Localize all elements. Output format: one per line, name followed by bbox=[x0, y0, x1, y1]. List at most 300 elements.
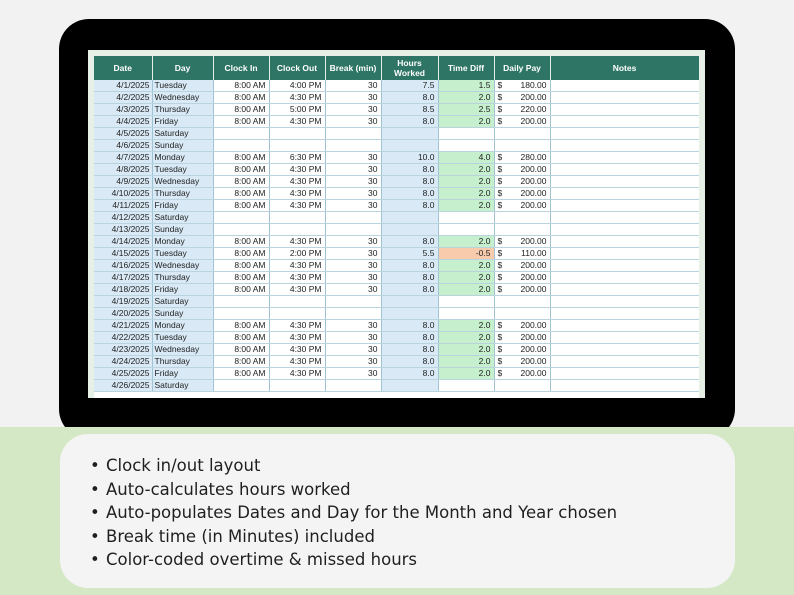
cell-time-diff[interactable]: 2.5 bbox=[438, 104, 494, 116]
cell-clock-in[interactable]: 8:00 AM bbox=[213, 236, 269, 248]
cell-time-diff[interactable] bbox=[438, 296, 494, 308]
cell-clock-in[interactable] bbox=[213, 380, 269, 392]
cell-clock-out[interactable] bbox=[269, 380, 325, 392]
feature-item bbox=[90, 478, 617, 502]
cell-notes[interactable] bbox=[550, 260, 699, 272]
cell-date[interactable]: 4/3/2025 bbox=[94, 104, 152, 116]
cell-notes[interactable] bbox=[550, 212, 699, 224]
cell-clock-in[interactable]: 8:00 AM bbox=[213, 284, 269, 296]
cell-hours-worked[interactable]: 8.0 bbox=[381, 284, 438, 296]
header-clock-in[interactable]: Clock In bbox=[213, 56, 269, 80]
cell-time-diff[interactable]: 2.0 bbox=[438, 176, 494, 188]
cell-break[interactable]: 30 bbox=[325, 320, 381, 332]
cell-clock-in[interactable]: 8:00 AM bbox=[213, 104, 269, 116]
cell-daily-pay[interactable] bbox=[494, 260, 550, 272]
cell-clock-out[interactable] bbox=[269, 128, 325, 140]
currency-symbol: $ bbox=[497, 236, 503, 246]
bullet-icon: • bbox=[90, 456, 100, 475]
currency-symbol: $ bbox=[497, 320, 503, 330]
cell-clock-out[interactable]: 4:30 PM bbox=[269, 236, 325, 248]
cell-notes[interactable] bbox=[550, 344, 699, 356]
cell-day[interactable]: Wednesday bbox=[152, 92, 213, 104]
cell-clock-in[interactable]: 8:00 AM bbox=[213, 344, 269, 356]
cell-clock-out[interactable]: 2:00 PM bbox=[269, 248, 325, 260]
cell-time-diff[interactable]: 2.0 bbox=[438, 188, 494, 200]
table-row bbox=[94, 344, 699, 356]
cell-date[interactable]: 4/11/2025 bbox=[94, 200, 152, 212]
cell-daily-pay[interactable] bbox=[494, 296, 550, 308]
cell-hours-worked[interactable] bbox=[381, 212, 438, 224]
cell-time-diff[interactable] bbox=[438, 224, 494, 236]
cell-daily-pay[interactable] bbox=[494, 140, 550, 152]
pay-amount: 180.00 bbox=[520, 80, 547, 90]
cell-date[interactable]: 4/6/2025 bbox=[94, 140, 152, 152]
cell-clock-in[interactable] bbox=[213, 128, 269, 140]
cell-clock-out[interactable]: 4:30 PM bbox=[269, 368, 325, 380]
feature-text: Auto-populates Dates and Day for the Month and Year chosen bbox=[106, 503, 618, 522]
features-list bbox=[90, 454, 617, 572]
currency-symbol: $ bbox=[497, 332, 503, 342]
cell-time-diff[interactable]: 2.0 bbox=[438, 344, 494, 356]
cell-clock-out[interactable]: 4:30 PM bbox=[269, 176, 325, 188]
cell-hours-worked[interactable]: 7.5 bbox=[381, 80, 438, 92]
cell-break[interactable]: 30 bbox=[325, 368, 381, 380]
pay-amount: 200.00 bbox=[520, 368, 547, 378]
currency-symbol: $ bbox=[497, 104, 503, 114]
cell-clock-in[interactable]: 8:00 AM bbox=[213, 164, 269, 176]
cell-break[interactable]: 30 bbox=[325, 188, 381, 200]
cell-time-diff[interactable]: 2.0 bbox=[438, 116, 494, 128]
laptop-screen bbox=[88, 50, 705, 398]
cell-hours-worked[interactable] bbox=[381, 296, 438, 308]
cell-clock-out[interactable]: 4:30 PM bbox=[269, 332, 325, 344]
cell-daily-pay[interactable] bbox=[494, 200, 550, 212]
feature-text: Clock in/out layout bbox=[106, 456, 261, 475]
currency-symbol: $ bbox=[497, 92, 503, 102]
cell-clock-in[interactable]: 8:00 AM bbox=[213, 332, 269, 344]
cell-time-diff[interactable]: 2.0 bbox=[438, 368, 494, 380]
header-break[interactable]: Break (min) bbox=[325, 56, 381, 80]
cell-day[interactable]: Tuesday bbox=[152, 248, 213, 260]
currency-symbol: $ bbox=[497, 248, 503, 258]
cell-clock-out[interactable]: 4:30 PM bbox=[269, 164, 325, 176]
cell-day[interactable]: Saturday bbox=[152, 212, 213, 224]
cell-clock-in[interactable]: 8:00 AM bbox=[213, 356, 269, 368]
cell-notes[interactable] bbox=[550, 152, 699, 164]
cell-notes[interactable] bbox=[550, 284, 699, 296]
cell-notes[interactable] bbox=[550, 320, 699, 332]
cell-notes[interactable] bbox=[550, 356, 699, 368]
cell-hours-worked[interactable]: 8.0 bbox=[381, 176, 438, 188]
cell-break[interactable]: 30 bbox=[325, 92, 381, 104]
cell-clock-in[interactable]: 8:00 AM bbox=[213, 92, 269, 104]
cell-clock-out[interactable]: 4:30 PM bbox=[269, 320, 325, 332]
cell-notes[interactable] bbox=[550, 188, 699, 200]
cell-day[interactable]: Friday bbox=[152, 284, 213, 296]
cell-daily-pay[interactable] bbox=[494, 224, 550, 236]
table-row bbox=[94, 224, 699, 236]
cell-break[interactable]: 30 bbox=[325, 80, 381, 92]
cell-clock-out[interactable]: 4:00 PM bbox=[269, 80, 325, 92]
cell-clock-in[interactable]: 8:00 AM bbox=[213, 188, 269, 200]
timesheet-spreadsheet bbox=[94, 56, 699, 398]
table-row bbox=[94, 128, 699, 140]
cell-clock-out[interactable]: 4:30 PM bbox=[269, 344, 325, 356]
cell-notes[interactable] bbox=[550, 236, 699, 248]
cell-hours-worked[interactable]: 8.0 bbox=[381, 116, 438, 128]
cell-notes[interactable] bbox=[550, 248, 699, 260]
cell-daily-pay[interactable] bbox=[494, 272, 550, 284]
cell-clock-out[interactable]: 4:30 PM bbox=[269, 272, 325, 284]
header-daily-pay[interactable]: Daily Pay bbox=[494, 56, 550, 80]
cell-notes[interactable] bbox=[550, 368, 699, 380]
currency-symbol: $ bbox=[497, 188, 503, 198]
cell-hours-worked[interactable] bbox=[381, 128, 438, 140]
pay-amount: 110.00 bbox=[521, 248, 547, 258]
cell-hours-worked[interactable]: 8.0 bbox=[381, 356, 438, 368]
pay-amount: 200.00 bbox=[520, 272, 547, 282]
cell-notes[interactable] bbox=[550, 80, 699, 92]
cell-notes[interactable] bbox=[550, 128, 699, 140]
cell-daily-pay[interactable] bbox=[494, 116, 550, 128]
cell-date[interactable]: 4/15/2025 bbox=[94, 248, 152, 260]
cell-date[interactable]: 4/17/2025 bbox=[94, 272, 152, 284]
cell-notes[interactable] bbox=[550, 380, 699, 392]
cell-time-diff[interactable] bbox=[438, 380, 494, 392]
currency-symbol: $ bbox=[497, 176, 503, 186]
cell-day[interactable]: Tuesday bbox=[152, 332, 213, 344]
pay-amount: 220.00 bbox=[520, 104, 547, 114]
cell-clock-in[interactable] bbox=[213, 308, 269, 320]
cell-clock-in[interactable] bbox=[213, 296, 269, 308]
cell-daily-pay[interactable] bbox=[494, 152, 550, 164]
cell-date[interactable]: 4/16/2025 bbox=[94, 260, 152, 272]
bullet-icon: • bbox=[90, 503, 100, 522]
cell-day[interactable]: Tuesday bbox=[152, 80, 213, 92]
cell-notes[interactable] bbox=[550, 332, 699, 344]
cell-clock-in[interactable]: 8:00 AM bbox=[213, 248, 269, 260]
cell-hours-worked[interactable]: 8.0 bbox=[381, 92, 438, 104]
cell-daily-pay[interactable] bbox=[494, 188, 550, 200]
cell-date[interactable]: 4/14/2025 bbox=[94, 236, 152, 248]
cell-break[interactable]: 30 bbox=[325, 152, 381, 164]
cell-hours-worked[interactable] bbox=[381, 380, 438, 392]
cell-day[interactable]: Tuesday bbox=[152, 164, 213, 176]
bullet-icon: • bbox=[90, 479, 100, 499]
cell-date[interactable]: 4/25/2025 bbox=[94, 368, 152, 380]
cell-time-diff[interactable]: 2.0 bbox=[438, 320, 494, 332]
table-row bbox=[94, 116, 699, 128]
cell-notes[interactable] bbox=[550, 308, 699, 320]
cell-hours-worked[interactable]: 8.0 bbox=[381, 200, 438, 212]
cell-clock-out[interactable]: 4:30 PM bbox=[269, 92, 325, 104]
pay-amount: 200.00 bbox=[520, 332, 547, 342]
cell-break[interactable]: 30 bbox=[325, 284, 381, 296]
cell-daily-pay[interactable] bbox=[494, 344, 550, 356]
cell-notes[interactable] bbox=[550, 140, 699, 152]
cell-clock-out[interactable]: 4:30 PM bbox=[269, 200, 325, 212]
cell-date[interactable]: 4/12/2025 bbox=[94, 212, 152, 224]
cell-break[interactable]: 30 bbox=[325, 200, 381, 212]
cell-hours-worked[interactable]: 8.5 bbox=[381, 104, 438, 116]
cell-notes[interactable] bbox=[550, 92, 699, 104]
cell-clock-out[interactable]: 4:30 PM bbox=[269, 356, 325, 368]
currency-symbol: $ bbox=[497, 272, 503, 282]
cell-daily-pay[interactable] bbox=[494, 164, 550, 176]
cell-clock-in[interactable]: 8:00 AM bbox=[213, 368, 269, 380]
cell-break[interactable]: 30 bbox=[325, 116, 381, 128]
cell-hours-worked[interactable]: 8.0 bbox=[381, 272, 438, 284]
cell-clock-in[interactable] bbox=[213, 212, 269, 224]
cell-time-diff[interactable]: 1.5 bbox=[438, 80, 494, 92]
header-hours-worked-line2: Worked bbox=[393, 68, 426, 78]
cell-hours-worked[interactable]: 8.0 bbox=[381, 188, 438, 200]
cell-day[interactable]: Monday bbox=[152, 152, 213, 164]
cell-time-diff[interactable]: 2.0 bbox=[438, 200, 494, 212]
cell-date[interactable]: 4/21/2025 bbox=[94, 320, 152, 332]
cell-date[interactable]: 4/22/2025 bbox=[94, 332, 152, 344]
pay-amount: 200.00 bbox=[520, 284, 547, 294]
cell-clock-in[interactable] bbox=[213, 224, 269, 236]
cell-daily-pay[interactable] bbox=[494, 92, 550, 104]
cell-break[interactable] bbox=[325, 380, 381, 392]
cell-daily-pay[interactable] bbox=[494, 308, 550, 320]
cell-clock-out[interactable]: 4:30 PM bbox=[269, 260, 325, 272]
pay-amount: 200.00 bbox=[520, 236, 547, 246]
cell-clock-out[interactable]: 4:30 PM bbox=[269, 116, 325, 128]
cell-time-diff[interactable]: 4.0 bbox=[438, 152, 494, 164]
cell-day[interactable]: Saturday bbox=[152, 380, 213, 392]
cell-notes[interactable] bbox=[550, 176, 699, 188]
cell-break[interactable] bbox=[325, 296, 381, 308]
cell-break[interactable] bbox=[325, 212, 381, 224]
cell-time-diff[interactable] bbox=[438, 128, 494, 140]
cell-daily-pay[interactable] bbox=[494, 104, 550, 116]
cell-daily-pay[interactable] bbox=[494, 332, 550, 344]
currency-symbol: $ bbox=[497, 368, 503, 378]
cell-hours-worked[interactable] bbox=[381, 224, 438, 236]
cell-notes[interactable] bbox=[550, 224, 699, 236]
cell-date[interactable]: 4/9/2025 bbox=[94, 176, 152, 188]
cell-day[interactable]: Friday bbox=[152, 116, 213, 128]
cell-time-diff[interactable]: 2.0 bbox=[438, 92, 494, 104]
cell-break[interactable] bbox=[325, 128, 381, 140]
cell-notes[interactable] bbox=[550, 116, 699, 128]
cell-day[interactable]: Friday bbox=[152, 200, 213, 212]
table-row bbox=[94, 92, 699, 104]
cell-hours-worked[interactable]: 8.0 bbox=[381, 344, 438, 356]
cell-daily-pay[interactable] bbox=[494, 248, 550, 260]
cell-date[interactable]: 4/18/2025 bbox=[94, 284, 152, 296]
cell-clock-out[interactable]: 4:30 PM bbox=[269, 284, 325, 296]
cell-break[interactable]: 30 bbox=[325, 164, 381, 176]
cell-day[interactable]: Wednesday bbox=[152, 260, 213, 272]
table-row bbox=[94, 332, 699, 344]
cell-notes[interactable] bbox=[550, 164, 699, 176]
table-row bbox=[94, 356, 699, 368]
cell-date[interactable]: 4/24/2025 bbox=[94, 356, 152, 368]
feature-text: Break time (in Minutes) included bbox=[106, 526, 375, 546]
table-row bbox=[94, 308, 699, 320]
feature-text: Auto-calculates hours worked bbox=[106, 479, 351, 499]
cell-date[interactable]: 4/10/2025 bbox=[94, 188, 152, 200]
cell-notes[interactable] bbox=[550, 104, 699, 116]
cell-hours-worked[interactable]: 8.0 bbox=[381, 368, 438, 380]
header-day[interactable]: Day bbox=[152, 56, 213, 80]
cell-date[interactable]: 4/8/2025 bbox=[94, 164, 152, 176]
cell-daily-pay[interactable] bbox=[494, 368, 550, 380]
cell-time-diff[interactable]: 2.0 bbox=[438, 356, 494, 368]
cell-clock-in[interactable]: 8:00 AM bbox=[213, 80, 269, 92]
cell-time-diff[interactable] bbox=[438, 212, 494, 224]
cell-hours-worked[interactable]: 5.5 bbox=[381, 248, 438, 260]
pay-amount: 200.00 bbox=[520, 116, 547, 126]
cell-time-diff[interactable]: 2.0 bbox=[438, 260, 494, 272]
currency-symbol: $ bbox=[497, 200, 503, 210]
cell-time-diff[interactable] bbox=[438, 308, 494, 320]
cell-daily-pay[interactable] bbox=[494, 176, 550, 188]
cell-break[interactable]: 30 bbox=[325, 272, 381, 284]
cell-time-diff[interactable]: 2.0 bbox=[438, 236, 494, 248]
cell-hours-worked[interactable]: 8.0 bbox=[381, 260, 438, 272]
bullet-icon: • bbox=[90, 550, 100, 569]
cell-clock-in[interactable]: 8:00 AM bbox=[213, 272, 269, 284]
cell-day[interactable]: Thursday bbox=[152, 188, 213, 200]
currency-symbol: $ bbox=[497, 284, 503, 294]
cell-daily-pay[interactable] bbox=[494, 212, 550, 224]
cell-time-diff[interactable]: 2.0 bbox=[438, 332, 494, 344]
table-row bbox=[94, 188, 699, 200]
cell-daily-pay[interactable] bbox=[494, 380, 550, 392]
cell-clock-out[interactable]: 4:30 PM bbox=[269, 188, 325, 200]
feature-item bbox=[90, 548, 617, 572]
cell-date[interactable]: 4/26/2025 bbox=[94, 380, 152, 392]
table-row bbox=[94, 212, 699, 224]
cell-day[interactable]: Wednesday bbox=[152, 344, 213, 356]
cell-clock-in[interactable]: 8:00 AM bbox=[213, 200, 269, 212]
cell-time-diff[interactable] bbox=[438, 140, 494, 152]
cell-clock-out[interactable] bbox=[269, 308, 325, 320]
cell-time-diff[interactable]: 2.0 bbox=[438, 272, 494, 284]
cell-day[interactable]: Thursday bbox=[152, 356, 213, 368]
cell-date[interactable]: 4/5/2025 bbox=[94, 128, 152, 140]
cell-break[interactable]: 30 bbox=[325, 236, 381, 248]
cell-time-diff[interactable]: -0.5 bbox=[438, 248, 494, 260]
header-notes[interactable]: Notes bbox=[550, 56, 699, 80]
cell-clock-in[interactable]: 8:00 AM bbox=[213, 152, 269, 164]
cell-day[interactable]: Sunday bbox=[152, 308, 213, 320]
cell-day[interactable]: Saturday bbox=[152, 128, 213, 140]
cell-break[interactable]: 30 bbox=[325, 332, 381, 344]
cell-break[interactable]: 30 bbox=[325, 104, 381, 116]
cell-clock-in[interactable]: 8:00 AM bbox=[213, 260, 269, 272]
cell-break[interactable] bbox=[325, 224, 381, 236]
cell-date[interactable]: 4/23/2025 bbox=[94, 344, 152, 356]
cell-notes[interactable] bbox=[550, 200, 699, 212]
currency-symbol: $ bbox=[497, 356, 503, 366]
cell-notes[interactable] bbox=[550, 296, 699, 308]
cell-daily-pay[interactable] bbox=[494, 80, 550, 92]
cell-clock-in[interactable] bbox=[213, 140, 269, 152]
header-time-diff[interactable]: Time Diff bbox=[438, 56, 494, 80]
cell-clock-in[interactable]: 8:00 AM bbox=[213, 320, 269, 332]
cell-daily-pay[interactable] bbox=[494, 128, 550, 140]
cell-break[interactable] bbox=[325, 140, 381, 152]
cell-time-diff[interactable]: 2.0 bbox=[438, 284, 494, 296]
table-row bbox=[94, 380, 699, 392]
cell-clock-out[interactable]: 5:00 PM bbox=[269, 104, 325, 116]
table-row bbox=[94, 164, 699, 176]
cell-daily-pay[interactable] bbox=[494, 236, 550, 248]
cell-break[interactable]: 30 bbox=[325, 248, 381, 260]
cell-date[interactable]: 4/19/2025 bbox=[94, 296, 152, 308]
table-row bbox=[94, 152, 699, 164]
table-row bbox=[94, 272, 699, 284]
cell-clock-out[interactable] bbox=[269, 140, 325, 152]
cell-hours-worked[interactable]: 10.0 bbox=[381, 152, 438, 164]
cell-date[interactable]: 4/13/2025 bbox=[94, 224, 152, 236]
cell-clock-out[interactable]: 6:30 PM bbox=[269, 152, 325, 164]
cell-break[interactable]: 30 bbox=[325, 356, 381, 368]
cell-clock-in[interactable]: 8:00 AM bbox=[213, 116, 269, 128]
cell-day[interactable]: Thursday bbox=[152, 272, 213, 284]
cell-break[interactable]: 30 bbox=[325, 344, 381, 356]
cell-break[interactable] bbox=[325, 308, 381, 320]
cell-daily-pay[interactable] bbox=[494, 284, 550, 296]
cell-break[interactable]: 30 bbox=[325, 176, 381, 188]
cell-hours-worked[interactable] bbox=[381, 308, 438, 320]
cell-daily-pay[interactable] bbox=[494, 356, 550, 368]
cell-notes[interactable] bbox=[550, 272, 699, 284]
cell-daily-pay[interactable] bbox=[494, 320, 550, 332]
cell-day[interactable]: Monday bbox=[152, 320, 213, 332]
cell-date[interactable]: 4/2/2025 bbox=[94, 92, 152, 104]
cell-hours-worked[interactable]: 8.0 bbox=[381, 320, 438, 332]
header-hours-worked[interactable] bbox=[381, 56, 438, 80]
cell-day[interactable]: Wednesday bbox=[152, 176, 213, 188]
cell-day[interactable]: Friday bbox=[152, 368, 213, 380]
pay-amount: 200.00 bbox=[520, 320, 547, 330]
cell-date[interactable]: 4/4/2025 bbox=[94, 116, 152, 128]
cell-day[interactable]: Sunday bbox=[152, 224, 213, 236]
table-row bbox=[94, 248, 699, 260]
feature-text: Color-coded overtime & missed hours bbox=[106, 550, 418, 569]
cell-clock-out[interactable] bbox=[269, 212, 325, 224]
cell-day[interactable]: Monday bbox=[152, 236, 213, 248]
cell-break[interactable]: 30 bbox=[325, 260, 381, 272]
cell-hours-worked[interactable] bbox=[381, 140, 438, 152]
cell-clock-in[interactable]: 8:00 AM bbox=[213, 176, 269, 188]
cell-hours-worked[interactable]: 8.0 bbox=[381, 164, 438, 176]
timesheet-table bbox=[94, 56, 699, 392]
cell-hours-worked[interactable]: 8.0 bbox=[381, 332, 438, 344]
header-date[interactable]: Date bbox=[94, 56, 152, 80]
cell-date[interactable]: 4/7/2025 bbox=[94, 152, 152, 164]
header-row bbox=[94, 56, 699, 80]
cell-hours-worked[interactable]: 8.0 bbox=[381, 236, 438, 248]
table-row bbox=[94, 260, 699, 272]
currency-symbol: $ bbox=[497, 80, 503, 90]
cell-clock-out[interactable] bbox=[269, 296, 325, 308]
cell-day[interactable]: Sunday bbox=[152, 140, 213, 152]
cell-day[interactable]: Thursday bbox=[152, 104, 213, 116]
header-clock-out[interactable]: Clock Out bbox=[269, 56, 325, 80]
cell-clock-out[interactable] bbox=[269, 224, 325, 236]
cell-time-diff[interactable]: 2.0 bbox=[438, 164, 494, 176]
cell-date[interactable]: 4/20/2025 bbox=[94, 308, 152, 320]
cell-day[interactable]: Saturday bbox=[152, 296, 213, 308]
cell-date[interactable]: 4/1/2025 bbox=[94, 80, 152, 92]
